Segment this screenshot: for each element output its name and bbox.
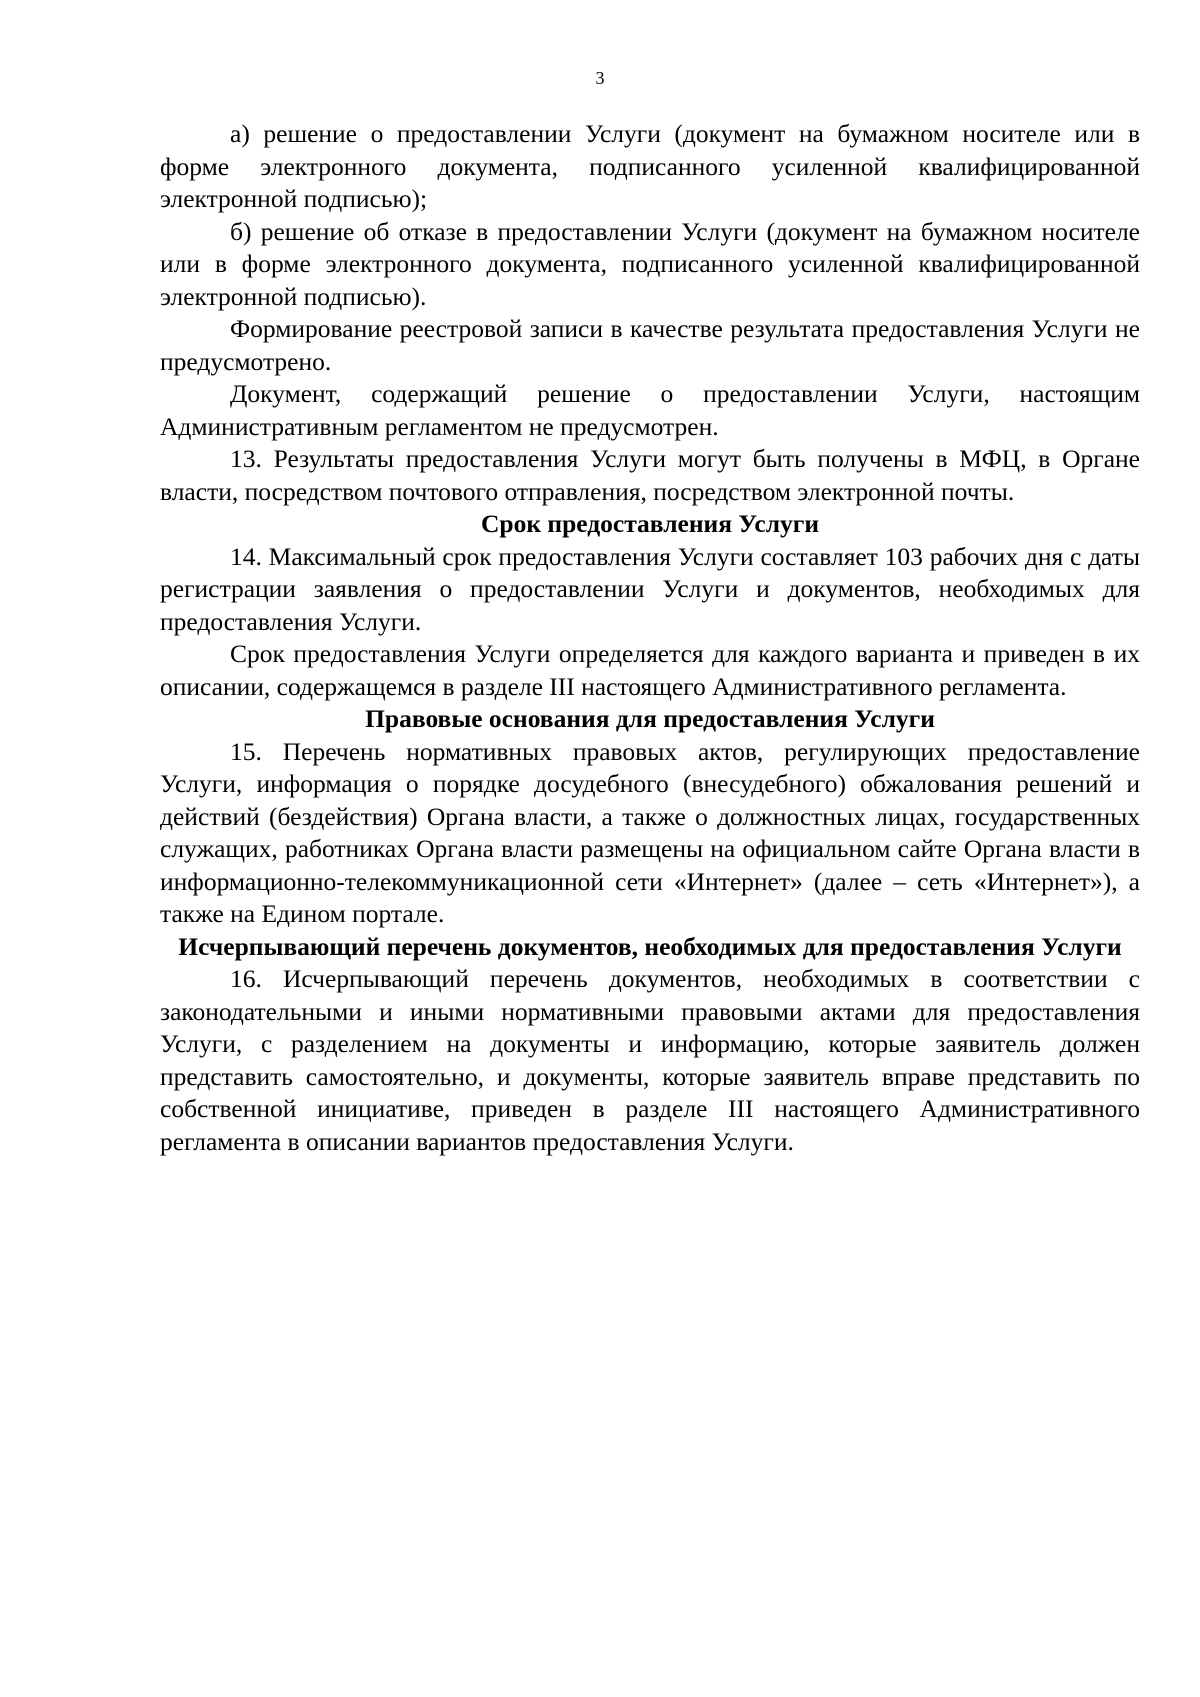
paragraph-15-legal-acts: 15. Перечень нормативных правовых актов, регулирующих предоставление Услуги, информация о порядке досудебного (внесудебного) обжалования решений и действий (бездействия) Органа власти, а также о должностных лицах, государственных служащих, работниках Органа власти размещены на официальном сайте Органа власти в информационно-телекоммуникационной сети «Интернет» (далее – сеть «Интернет»), а также на Едином портале. — [160, 736, 1140, 928]
paragraph-term-per-variant: Срок предоставления Услуги определяется для каждого варианта и приведен в их описании, содержащемся в разделе III настоящего Административного регламента. — [160, 639, 1140, 701]
paragraph-13-results-receipt: 13. Результаты предоставления Услуги могут быть получены в МФЦ, в Органе власти, посредством почтового отправления, посредством электронной почты. — [160, 444, 1140, 506]
document-body — [160, 118, 1140, 1158]
paragraph-16-documents-list: 16. Исчерпывающий перечень документов, необходимых в соответствии с законодательными и иными нормативными правовыми актами для предоставления Услуги, с разделением на документы и информацию, которые заявитель должен представить самостоятельно, и документы, которые заявитель вправе представить по собственной инициативе, приведен в разделе III настоящего Административного регламента в описании вариантов предоставления Услуги. — [160, 964, 1140, 1156]
paragraph-registry-record: Формирование реестровой записи в качестве результата предоставления Услуги не предусмотрено. — [160, 314, 1140, 376]
heading-documents-list: Исчерпывающий перечень документов, необходимых для предоставления Услуги — [178, 931, 1122, 961]
page-number: 3 — [595, 68, 605, 88]
paragraph-decision-document: Документ, содержащий решение о предоставлении Услуги, настоящим Административным регламентом не предусмотрен. — [160, 379, 1140, 441]
heading-legal-grounds: Правовые основания для предоставления Услуги — [365, 704, 935, 733]
paragraph-result-decision-refusal: б) решение об отказе в предоставлении Услуги (документ на бумажном носителе или в форме электронного документа, подписанного усиленной квалифицированной электронной подписью). — [160, 216, 1140, 311]
heading-service-term: Срок предоставления Услуги — [480, 509, 820, 538]
paragraph-result-decision-grant: а) решение о предоставлении Услуги (документ на бумажном носителе или в форме электронного документа, подписанного усиленной квалифицированной электронной подписью); — [160, 119, 1140, 213]
paragraph-14-max-term: 14. Максимальный срок предоставления Услуги составляет 103 рабочих дня с даты регистрации заявления о предоставлении Услуги и документов, необходимых для предоставления Услуги. — [160, 541, 1140, 636]
